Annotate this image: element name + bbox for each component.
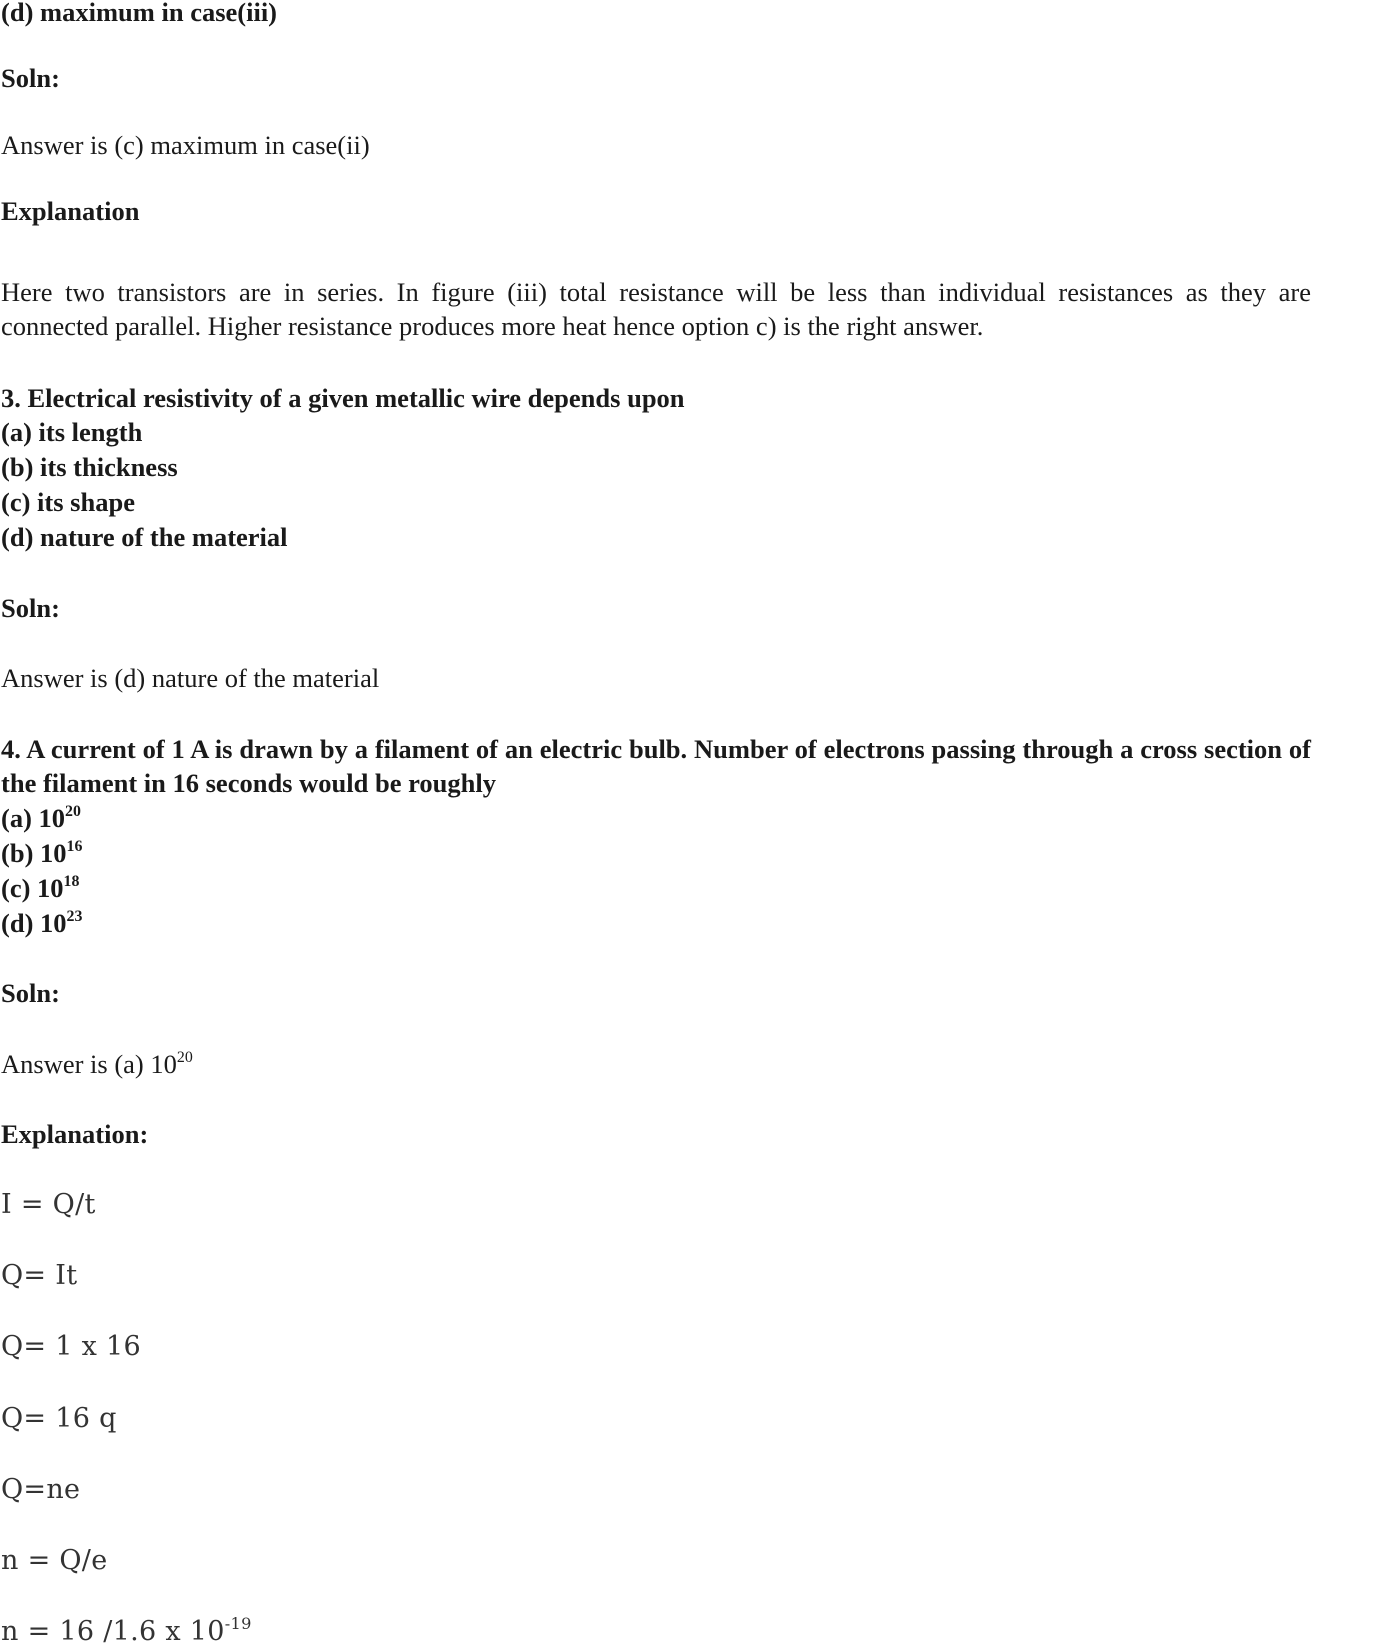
q4-option-b: (b) $10^{16}$ — [1, 838, 83, 868]
q4-option-a: (a) $10^{20}$ — [1, 803, 81, 833]
q3-soln-heading: Soln: — [1, 593, 60, 623]
q2-explanation-text: Here two transistors are in series. In figure (iii) total resistance will be less than individual resistances as they are connected parallel. Higher resistance produces more heat hence option c) is the right answer. — [1, 277, 1311, 341]
q4-answer: Answer is (a) $10^{20}$ — [1, 1049, 193, 1079]
q3-option-a: (a) its length — [1, 417, 143, 447]
math-step: Q= 16 q — [1, 1403, 117, 1434]
math-step: Q= 1 x 16 — [1, 1331, 141, 1362]
math-step-last: n = 16 /1.6 x $10^{-19}$ — [1, 1614, 252, 1647]
q4-option-d: (d) $10^{23}$ — [1, 908, 83, 938]
q2-explanation-heading: Explanation — [1, 196, 140, 226]
math-step: Q=ne — [1, 1474, 81, 1505]
q3-answer: Answer is (d) nature of the material — [1, 663, 380, 693]
q2-soln-heading: Soln: — [1, 63, 60, 93]
q3-option-c: (c) its shape — [1, 487, 135, 517]
q4-question: 4. A current of 1 A is drawn by a filament of an electric bulb. Number of electrons passing through a cross section of the filament in 16 seconds would be roughly — [1, 734, 1311, 798]
q2-option-d: (d) maximum in case(iii) — [1, 0, 278, 27]
math-step: n = Q/e — [1, 1545, 108, 1576]
q4-option-c: (c) $10^{18}$ — [1, 873, 80, 903]
math-step: I = Q/t — [1, 1189, 96, 1220]
q4-explanation-heading: Explanation: — [1, 1119, 149, 1149]
q3-option-d: (d) nature of the material — [1, 522, 288, 552]
math-step: Q= It — [1, 1260, 78, 1291]
q3-option-b: (b) its thickness — [1, 452, 178, 482]
q3-question: 3. Electrical resistivity of a given metallic wire depends upon — [1, 383, 685, 413]
q4-soln-heading: Soln: — [1, 978, 60, 1008]
q2-answer: Answer is (c) maximum in case(ii) — [1, 130, 370, 160]
